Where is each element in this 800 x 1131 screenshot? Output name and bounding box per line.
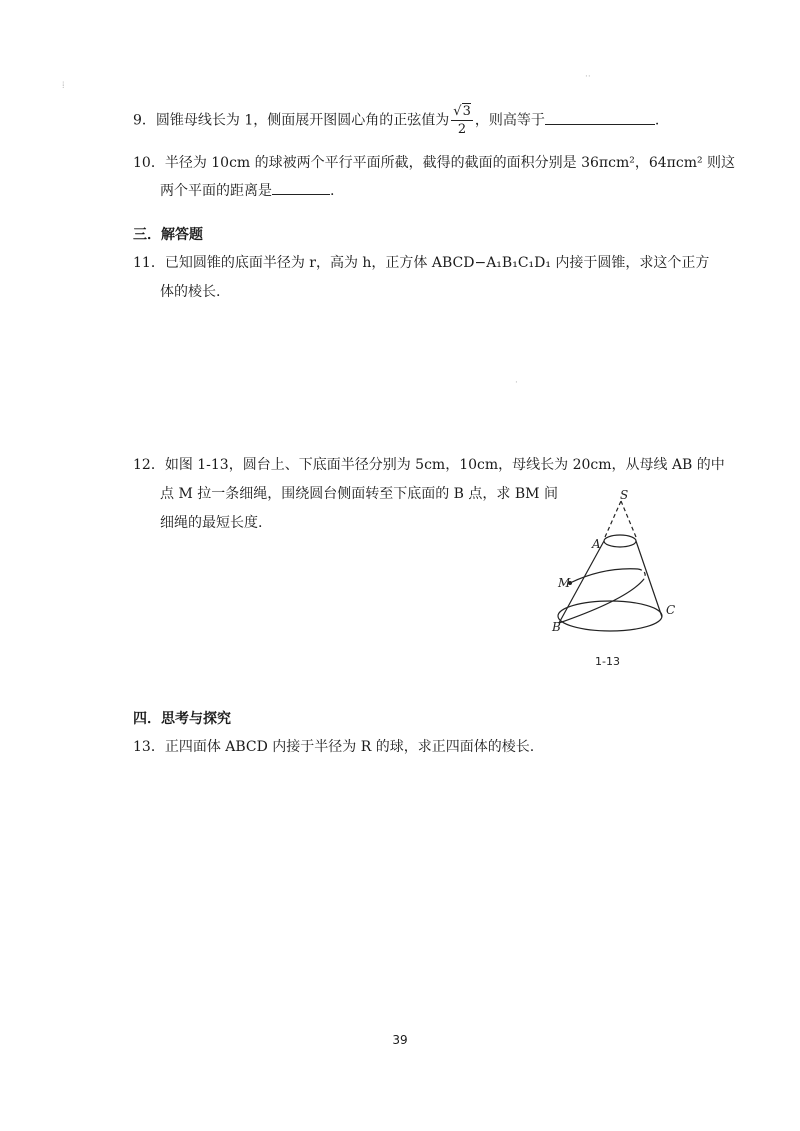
label-s: S [620,488,629,502]
question-11-line-1: 11．已知圆锥的底面半径为 r，高为 h，正方体 ABCD−A₁B₁C₁D₁ 内接于圆锥，求这个正方 [133,255,710,271]
scan-speck: ⁞ [62,81,65,91]
answer-blank-9[interactable] [545,110,655,125]
section-4-heading: 四．思考与探究 [133,711,231,727]
question-13-line-1: 13．正四面体 ABCD 内接于半径为 R 的球，求正四面体的棱长. [133,739,535,755]
scan-speck: ·· [585,72,591,82]
question-12-line-1: 12．如图 1-13，圆台上、下底面半径分别为 5cm，10cm，母线长为 20cm，从母线 AB 的中 [133,457,725,473]
figure-1-13 [548,487,678,677]
question-10-line-2-text: 两个平面的距离是 [160,183,272,199]
scan-speck: · [515,378,518,388]
question-10-line-1: 10．半径为 10cm 的球被两个平行平面所截，截得的截面的面积分别是 36πcm²，64πcm² 则这 [133,155,736,171]
section-3-heading: 三．解答题 [133,227,203,243]
bottom-base-ellipse [558,601,662,631]
fraction-denominator: 2 [457,122,467,137]
top-base-ellipse [604,535,636,547]
question-9: 9．圆锥母线长为 1，侧面展开图圆心角的正弦值为 $\frac{√3}{2}$ ，则高等于 . [133,104,660,137]
label-m: M [558,576,571,590]
question-12-line-2: 点 M 拉一条细绳，围绕圆台侧面转至下底面的 B 点，求 BM 间 [160,486,558,502]
label-a: A [592,537,601,551]
fraction-sqrt3-over-2: $\frac{√3}{2}$ [453,104,471,137]
question-12-line-3: 细绳的最短长度. [160,515,263,531]
string-path-dashed [638,569,645,579]
question-9-suffix: ，则高等于 [474,112,545,129]
question-10-line-2: 两个平面的距离是 . [160,180,334,202]
question-9-prefix: 9．圆锥母线长为 1，侧面展开图圆心角的正弦值为 [133,112,450,129]
answer-blank-10[interactable] [272,180,330,195]
dashed-apex-line-left [605,501,621,537]
page-number: 39 [392,1033,408,1047]
label-b: B [552,620,561,634]
fraction-numerator: 3 [462,104,471,119]
label-c: C [666,603,676,617]
question-11-line-2: 体的棱长. [160,284,221,300]
string-path-solid [570,569,638,583]
dashed-apex-line-right [621,501,636,537]
figure-caption: 1-13 [595,655,620,668]
